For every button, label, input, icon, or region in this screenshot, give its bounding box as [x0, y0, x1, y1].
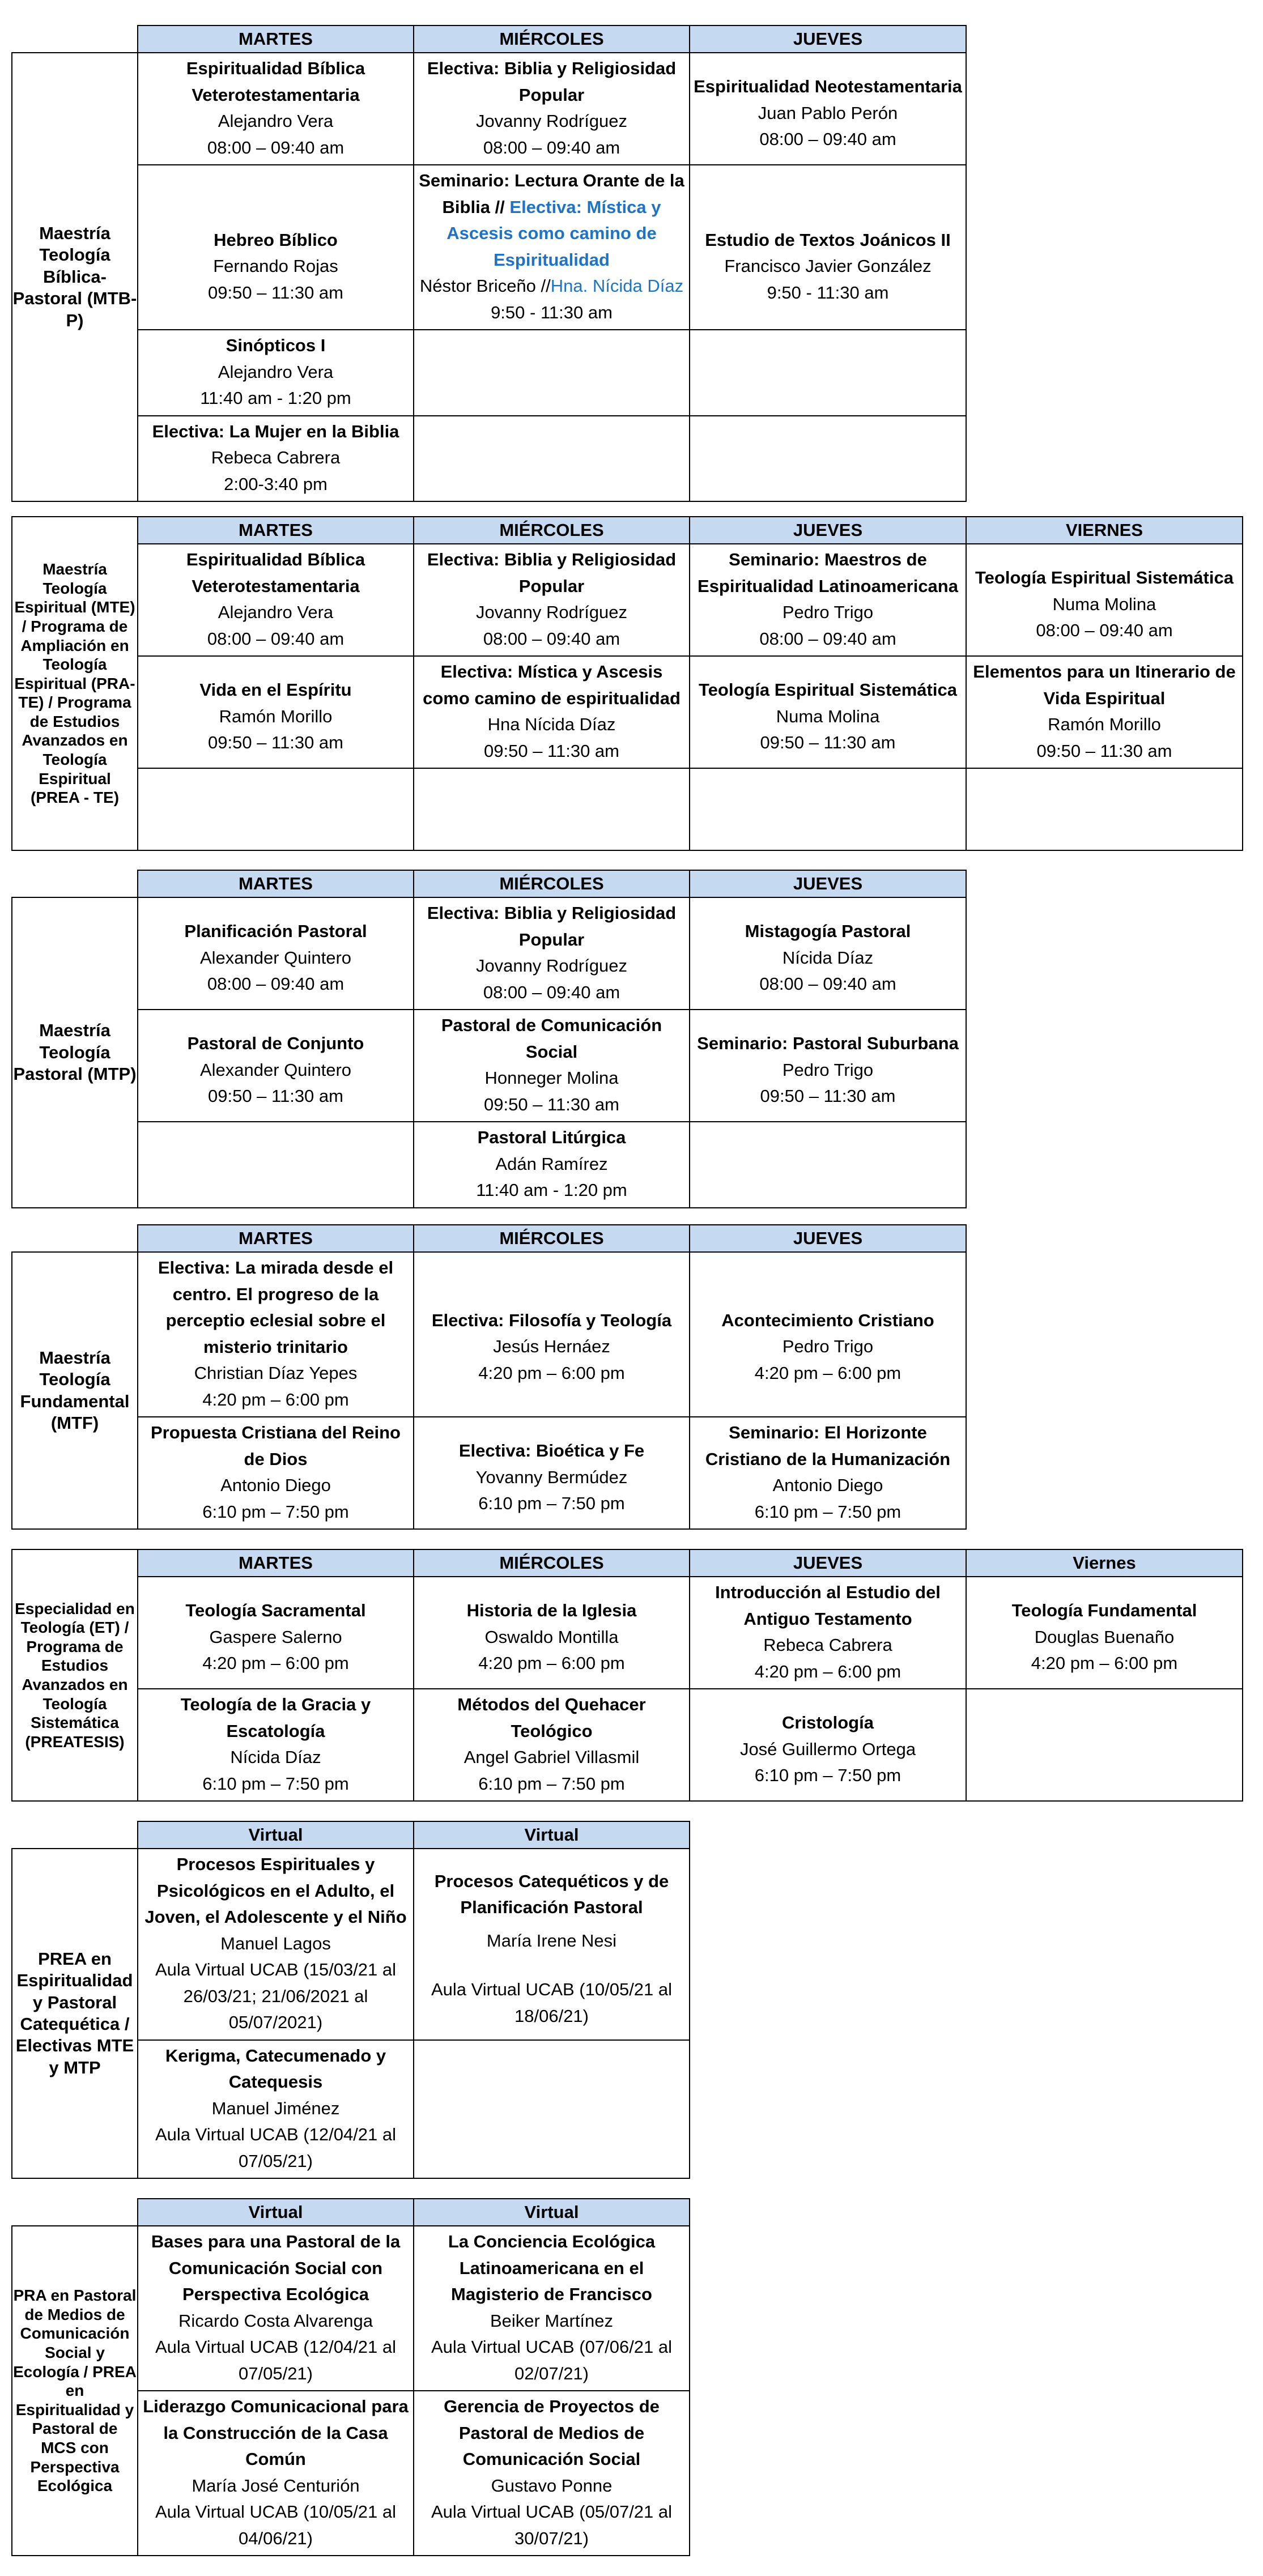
course-title: Procesos Espirituales y Psicológicos en el Adulto, el Joven, el Adolescente y el Niño	[144, 1854, 407, 1927]
course-time: 4:20 pm – 6:00 pm	[478, 1362, 625, 1383]
corner-cell	[12, 1821, 138, 1849]
empty-cell	[690, 330, 966, 416]
course-cell	[138, 2041, 413, 2178]
course-time: 6:10 pm – 7:50 pm	[202, 1773, 349, 1794]
day-header: JUEVES	[690, 1549, 966, 1577]
course-time: Aula Virtual UCAB (12/04/21 al 07/05/21)	[155, 2124, 397, 2171]
day-header: VIERNES	[966, 517, 1243, 544]
course-teacher: Hna Nícida Díaz	[487, 714, 616, 734]
program-name: PREA en Espiritualidad y Pastoral Catequética / Electivas MTE y MTP	[12, 1849, 138, 2178]
course-cell	[414, 1856, 689, 2033]
day-header: MIÉRCOLES	[414, 1225, 690, 1252]
course-time: 6:10 pm – 7:50 pm	[478, 1773, 625, 1794]
day-header: Virtual	[414, 2199, 690, 2226]
course-cell	[138, 665, 413, 760]
course-time: 09:50 – 11:30 am	[760, 1086, 896, 1106]
day-header: MIÉRCOLES	[414, 517, 690, 544]
course-cell	[414, 2391, 689, 2555]
program-name: Maestría Teología Espiritual (MTE) / Programa de Ampliación en Teología Espiritual (PRA-TE) / Programa de Estudios Avanzados en Teología Espiritual (PREA - TE)	[12, 517, 138, 850]
course-title: Pastoral Litúrgica	[477, 1127, 626, 1147]
course-cell	[967, 552, 1242, 648]
course-teacher: Gaspere Salerno	[209, 1627, 342, 1647]
course-teacher: Pedro Trigo	[782, 1059, 874, 1080]
course-time: Aula Virtual UCAB (15/03/21 al 26/03/21; 21/06/2021 al 05/07/2021)	[155, 1960, 397, 2032]
course-teacher: Nícida Díaz	[782, 947, 874, 968]
empty-cell	[690, 768, 966, 850]
course-cell	[414, 1279, 689, 1390]
day-header: JUEVES	[690, 870, 966, 897]
course-time: 09:50 – 11:30 am	[207, 1086, 343, 1106]
course-cell	[414, 1010, 689, 1121]
empty-cell	[414, 2040, 690, 2179]
course-cell	[138, 2226, 413, 2390]
course-teacher: Fernando Rojas	[213, 256, 338, 276]
day-header: Viernes	[966, 1549, 1243, 1577]
course-time: Aula Virtual UCAB (10/05/21 al 04/06/21)	[155, 2502, 397, 2548]
course-time: 08:00 – 09:40 am	[1036, 620, 1173, 641]
day-header: JUEVES	[690, 25, 966, 53]
schedule-table-mtf	[11, 1224, 967, 1530]
course-teacher: Alejandro Vera	[218, 602, 334, 622]
course-cell	[138, 1253, 413, 1416]
course-title: Electiva: Filosofía y Teología	[431, 1310, 672, 1330]
course-teacher: Yovanny Bermúdez	[475, 1467, 628, 1487]
course-title: Electiva: Mística y Ascesis como camino de espiritualidad	[423, 662, 681, 708]
course-cell	[138, 906, 413, 1001]
course-cell	[414, 1689, 689, 1800]
empty-cell	[138, 1122, 414, 1208]
day-header: MARTES	[138, 1549, 414, 1577]
course-title: Teología Fundamental	[1011, 1600, 1197, 1621]
empty-cell	[690, 1122, 966, 1208]
day-header: MARTES	[138, 870, 414, 897]
program-name: Especialidad en Teología (ET) / Programa de Estudios Avanzados en Teología Sistemática (PREATESIS)	[12, 1549, 138, 1801]
course-title: Elementos para un Itinerario de Vida Espiritual	[973, 662, 1236, 708]
course-time: 9:50 - 11:30 am	[491, 302, 613, 322]
course-title: Estudio de Textos Joánicos II	[705, 229, 951, 250]
course-cell	[414, 898, 689, 1009]
course-teacher: Pedro Trigo	[782, 1336, 874, 1357]
course-teacher: Ricardo Costa Alvarenga	[178, 2310, 373, 2331]
course-title: Seminario: Lectura Orante de la Biblia //	[419, 171, 684, 217]
course-time: Aula Virtual UCAB (12/04/21 al 07/05/21)	[155, 2337, 397, 2383]
course-title: Espiritualidad Bíblica Veterotestamentaria	[186, 58, 365, 105]
schedule-table-prea-catequetica	[11, 1821, 690, 2179]
corner-cell	[12, 1225, 138, 1252]
course-cell	[690, 1279, 966, 1390]
course-cell	[138, 544, 413, 655]
course-title: Electiva: Biblia y Religiosidad Popular	[427, 58, 677, 105]
course-teacher: Alejandro Vera	[218, 361, 334, 382]
course-cell	[414, 2226, 689, 2390]
day-header: Virtual	[414, 1821, 690, 1849]
course-title: Teología Espiritual Sistemática	[975, 568, 1234, 588]
course-time: Aula Virtual UCAB (05/07/21 al 30/07/21)	[431, 2502, 673, 2548]
course-cell	[414, 657, 689, 768]
program-name: PRA en Pastoral de Medios de Comunicación Social y Ecología / PREA en Espiritualidad y Pastoral de MCS con Perspectiva Ecológica	[12, 2226, 138, 2556]
course-teacher: Pedro Trigo	[782, 602, 874, 622]
course-time: 6:10 pm – 7:50 pm	[202, 1501, 349, 1522]
day-header: MIÉRCOLES	[414, 25, 690, 53]
course-title: Electiva: Biblia y Religiosidad Popular	[427, 903, 677, 949]
corner-cell	[12, 25, 138, 53]
course-time: 4:20 pm – 6:00 pm	[478, 1653, 625, 1674]
course-title: Seminario: Pastoral Suburbana	[697, 1033, 959, 1054]
day-header: MIÉRCOLES	[414, 1549, 690, 1577]
day-header: Virtual	[138, 1821, 414, 1849]
course-time: 08:00 – 09:40 am	[759, 129, 896, 150]
day-header: MARTES	[138, 1225, 414, 1252]
course-title-elective: Electiva: Mística y Ascesis como camino de Espiritualidad	[446, 197, 661, 270]
course-time: Aula Virtual UCAB (10/05/21 al 18/06/21)	[431, 1979, 673, 2026]
schedule-table-mte	[11, 516, 1243, 851]
day-header: MARTES	[138, 517, 414, 544]
day-header: MIÉRCOLES	[414, 870, 690, 897]
day-header: MARTES	[138, 25, 414, 53]
schedule-table-et	[11, 1549, 1243, 1802]
course-teacher: Honneger Molina	[484, 1068, 619, 1088]
corner-cell	[12, 2199, 138, 2226]
program-name: Maestría Teología Bíblica-Pastoral (MTB-P)	[12, 53, 138, 501]
course-cell	[414, 1585, 689, 1680]
course-teacher: Numa Molina	[1052, 594, 1156, 614]
course-cell	[138, 1849, 413, 2039]
course-teacher: María Irene Nesi	[486, 1930, 617, 1951]
empty-cell	[138, 768, 414, 850]
course-cell	[138, 416, 413, 501]
course-time: 08:00 – 09:40 am	[483, 982, 620, 1002]
course-time: 09:50 – 11:30 am	[208, 282, 343, 303]
course-title: Gerencia de Proyectos de Pastoral de Medios de Comunicación Social	[444, 2396, 660, 2469]
course-teacher: Rebeca Cabrera	[763, 1635, 892, 1655]
course-cell	[414, 1425, 689, 1521]
day-header: Virtual	[138, 2199, 414, 2226]
course-time: 6:10 pm – 7:50 pm	[478, 1493, 625, 1514]
empty-cell	[966, 1689, 1243, 1801]
course-teacher: José Guillermo Ortega	[739, 1739, 916, 1759]
course-time: 08:00 – 09:40 am	[207, 137, 345, 157]
course-teacher: Gustavo Ponne	[491, 2475, 613, 2496]
course-title: Kerigma, Catecumenado y Catequesis	[165, 2045, 386, 2092]
course-teacher: Manuel Lagos	[220, 1933, 331, 1953]
course-teacher: Manuel Jiménez	[211, 2098, 340, 2118]
program-name: Maestría Teología Pastoral (MTP)	[12, 897, 138, 1208]
course-teacher: Jovanny Rodríguez	[475, 111, 628, 131]
course-teacher: Alejandro Vera	[218, 111, 334, 131]
corner-cell	[12, 870, 138, 897]
course-time: 4:20 pm – 6:00 pm	[202, 1389, 349, 1410]
course-title: La Conciencia Ecológica Latinoamericana en el Magisterio de Francisco	[448, 2232, 656, 2304]
course-title: Introducción al Estudio del Antiguo Testamento	[715, 1582, 941, 1629]
course-title: Sinópticos I	[226, 335, 326, 355]
course-teacher: Beiker Martínez	[490, 2310, 614, 2331]
course-time: 09:50 – 11:30 am	[484, 740, 619, 761]
course-cell	[690, 665, 966, 760]
empty-cell	[690, 416, 966, 502]
course-cell	[690, 185, 966, 310]
course-cell	[690, 1577, 966, 1688]
course-teacher: Alexander Quintero	[199, 947, 352, 968]
course-cell	[690, 544, 966, 655]
course-title: Procesos Catequéticos y de Planificación Pastoral	[434, 1871, 669, 1917]
course-cell	[967, 1585, 1242, 1680]
schedule-table-pra-mcs	[11, 2198, 690, 2556]
course-cell	[967, 657, 1242, 768]
course-title: Bases para una Pastoral de la Comunicación Social con Perspectiva Ecológica	[151, 2232, 401, 2304]
course-teacher: Antonio Diego	[772, 1475, 883, 1495]
course-time: 6:10 pm – 7:50 pm	[754, 1765, 901, 1786]
course-cell	[414, 1122, 689, 1207]
course-cell	[690, 906, 966, 1001]
course-title: Cristología	[782, 1713, 874, 1733]
course-teacher: Oswaldo Montilla	[484, 1627, 619, 1647]
course-time: 4:20 pm – 6:00 pm	[202, 1653, 349, 1674]
course-cell	[138, 1018, 413, 1113]
course-title: Seminario: Maestros de Espiritualidad Latinoamericana	[698, 550, 958, 596]
course-title: Seminario: El Horizonte Cristiano de la Humanización	[705, 1423, 951, 1469]
course-cell	[138, 185, 413, 310]
course-time: 2:00-3:40 pm	[224, 474, 328, 494]
course-title: Espiritualidad Bíblica Veterotestamentaria	[186, 550, 365, 596]
course-title: Métodos del Quehacer Teológico	[457, 1694, 646, 1741]
course-cell	[138, 330, 413, 415]
course-time: Aula Virtual UCAB (07/06/21 al 02/07/21)	[431, 2337, 673, 2383]
course-title: Historia de la Iglesia	[466, 1600, 637, 1621]
course-cell	[690, 1417, 966, 1528]
day-header: JUEVES	[690, 517, 966, 544]
course-cell	[414, 544, 689, 655]
course-cell	[138, 1417, 413, 1528]
course-teacher: Rebeca Cabrera	[211, 448, 341, 467]
course-time: 9:50 - 11:30 am	[767, 282, 889, 303]
course-teacher: Jovanny Rodríguez	[475, 956, 628, 976]
course-time: 08:00 – 09:40 am	[207, 974, 345, 994]
course-teacher: Numa Molina	[776, 706, 880, 726]
course-teacher: Nícida Díaz	[230, 1747, 321, 1767]
course-time: 4:20 pm – 6:00 pm	[754, 1661, 901, 1681]
course-cell	[138, 1689, 413, 1800]
course-title: Teología Sacramental	[185, 1600, 366, 1621]
course-time: 09:50 – 11:30 am	[208, 733, 343, 753]
course-title: Electiva: La mirada desde el centro. El progreso de la perceptio eclesial sobre el misterio trinitario	[158, 1258, 394, 1357]
empty-cell	[966, 768, 1243, 850]
course-title: Acontecimiento Cristiano	[721, 1310, 934, 1330]
course-title: Electiva: Bioética y Fe	[458, 1441, 645, 1461]
course-teacher: Alexander Quintero	[199, 1059, 352, 1080]
course-cell	[690, 61, 966, 156]
course-teacher: Adán Ramírez	[495, 1153, 608, 1174]
course-cell	[138, 1585, 413, 1680]
course-title: Planificación Pastoral	[184, 921, 367, 942]
course-title: Vida en el Espíritu	[199, 680, 352, 700]
course-teacher: Jesús Hernáez	[493, 1336, 610, 1357]
course-title: Propuesta Cristiana del Reino de Dios	[151, 1423, 401, 1469]
course-time: 11:40 am - 1:20 pm	[200, 388, 351, 408]
day-header: JUEVES	[690, 1225, 966, 1252]
course-teacher: Antonio Diego	[220, 1475, 331, 1495]
course-time: 09:50 – 11:30 am	[1036, 740, 1172, 761]
course-teacher: Douglas Buenaño	[1034, 1627, 1175, 1647]
course-time: 08:00 – 09:40 am	[759, 974, 896, 994]
course-title: Teología de la Gracia y Escatología	[180, 1694, 371, 1741]
course-teacher: Néstor Briceño //	[419, 276, 551, 296]
course-title: Pastoral de Comunicación Social	[441, 1015, 662, 1062]
course-title: Teología Espiritual Sistemática	[699, 680, 957, 700]
course-time: 08:00 – 09:40 am	[207, 628, 345, 649]
course-time: 08:00 – 09:40 am	[483, 137, 620, 157]
course-title: Electiva: Biblia y Religiosidad Popular	[427, 550, 677, 596]
course-time: 4:20 pm – 6:00 pm	[754, 1362, 901, 1383]
course-time: 11:40 am - 1:20 pm	[476, 1180, 627, 1200]
course-time: 08:00 – 09:40 am	[759, 628, 896, 649]
course-time: 09:50 – 11:30 am	[760, 733, 896, 753]
course-cell	[138, 53, 413, 164]
course-teacher: Angel Gabriel Villasmil	[463, 1747, 640, 1767]
course-title: Electiva: La Mujer en la Biblia	[152, 421, 399, 441]
course-time: 08:00 – 09:40 am	[483, 628, 620, 649]
empty-cell	[414, 768, 690, 850]
course-teacher: María José Centurión	[192, 2475, 360, 2496]
course-cell	[414, 165, 689, 329]
course-time: 09:50 – 11:30 am	[484, 1094, 619, 1114]
course-cell	[138, 2391, 413, 2555]
program-name: Maestría Teología Fundamental (MTF)	[12, 1252, 138, 1529]
course-cell	[414, 53, 689, 164]
course-title: Pastoral de Conjunto	[187, 1033, 364, 1054]
schedule-table-mtp	[11, 870, 967, 1208]
course-teacher: Ramón Morillo	[219, 706, 333, 726]
course-teacher: Jovanny Rodríguez	[475, 602, 628, 622]
course-teacher: Ramón Morillo	[1048, 714, 1161, 734]
course-teacher: Christian Díaz Yepes	[194, 1363, 358, 1383]
course-teacher: Juan Pablo Perón	[758, 103, 898, 123]
course-title: Liderazgo Comunicacional para la Construcción de la Casa Común	[143, 2396, 409, 2469]
course-time: 4:20 pm – 6:00 pm	[1031, 1653, 1178, 1674]
course-title: Hebreo Bíblico	[214, 229, 338, 250]
course-time: 6:10 pm – 7:50 pm	[754, 1501, 901, 1522]
course-title: Espiritualidad Neotestamentaria	[694, 76, 962, 97]
schedule-table-mtbp	[11, 25, 967, 502]
course-cell	[690, 1018, 966, 1113]
course-teacher-elective: Hna. Nícida Díaz	[550, 276, 684, 296]
empty-cell	[414, 330, 690, 416]
empty-cell	[414, 416, 690, 502]
course-cell	[690, 1697, 966, 1792]
course-title: Mistagogía Pastoral	[745, 921, 911, 942]
course-teacher: Francisco Javier González	[724, 256, 932, 276]
